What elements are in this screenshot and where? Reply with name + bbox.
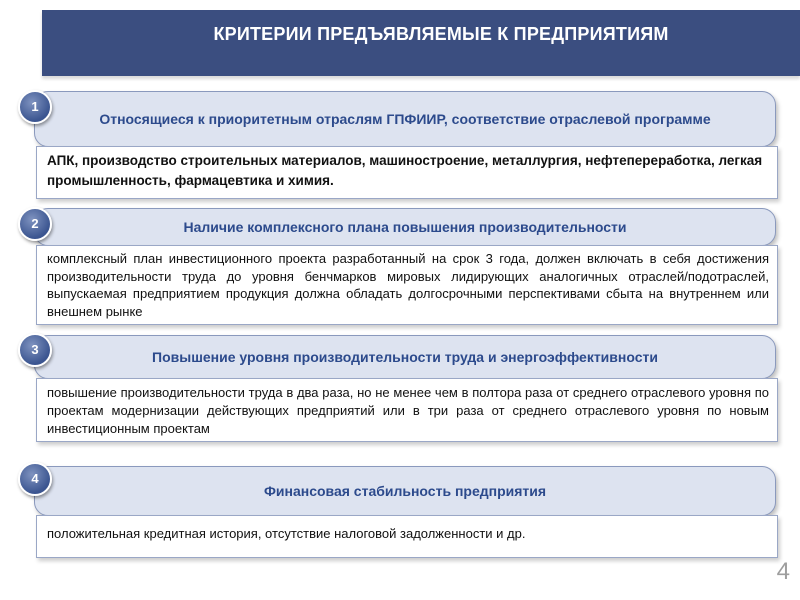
header-bar (42, 10, 800, 76)
section-3-title: Повышение уровня производительности труда и энергоэффективности (34, 335, 776, 379)
section-2-body: комплексный план инвестиционного проекта разработанный на срок 3 года, должен включать в себя достижения производительности труда до уровня бенчмарков мировых лидирующих аналогичных отраслей/подотраслей, выпускаемая предприятием продукция должна обладать долгосрочными перспективами сбыта на внутреннем или внешнем рынке (36, 245, 778, 325)
section-4-number-badge: 4 (18, 462, 52, 496)
section-4-body: положительная кредитная история, отсутствие налоговой задолженности и др. (36, 515, 778, 558)
section-4-title: Финансовая стабильность предприятия (34, 466, 776, 516)
section-3-body: повышение производительности труда в два раза, но не менее чем в полтора раза от среднего отраслевого уровня по проектам модернизации действующих предприятий или в три раза от среднего отраслевого уровня по новым инвестиционным проектам (36, 378, 778, 442)
section-1-title: Относящиеся к приоритетным отраслям ГПФИИР, соответствие отраслевой программе (34, 91, 776, 147)
page-number: 4 (776, 558, 790, 585)
section-1-number-badge: 1 (18, 90, 52, 124)
section-2-title: Наличие комплексного плана повышения производительности (34, 208, 776, 246)
section-2-number-badge: 2 (18, 207, 52, 241)
section-1-body: АПК, производство строительных материалов, машиностроение, металлургия, нефтепереработка, легкая промышленность, фармацевтика и химия. (36, 146, 778, 199)
section-3-number-badge: 3 (18, 333, 52, 367)
page-title: КРИТЕРИИ ПРЕДЪЯВЛЯЕМЫЕ К ПРЕДПРИЯТИЯМ (213, 24, 669, 44)
